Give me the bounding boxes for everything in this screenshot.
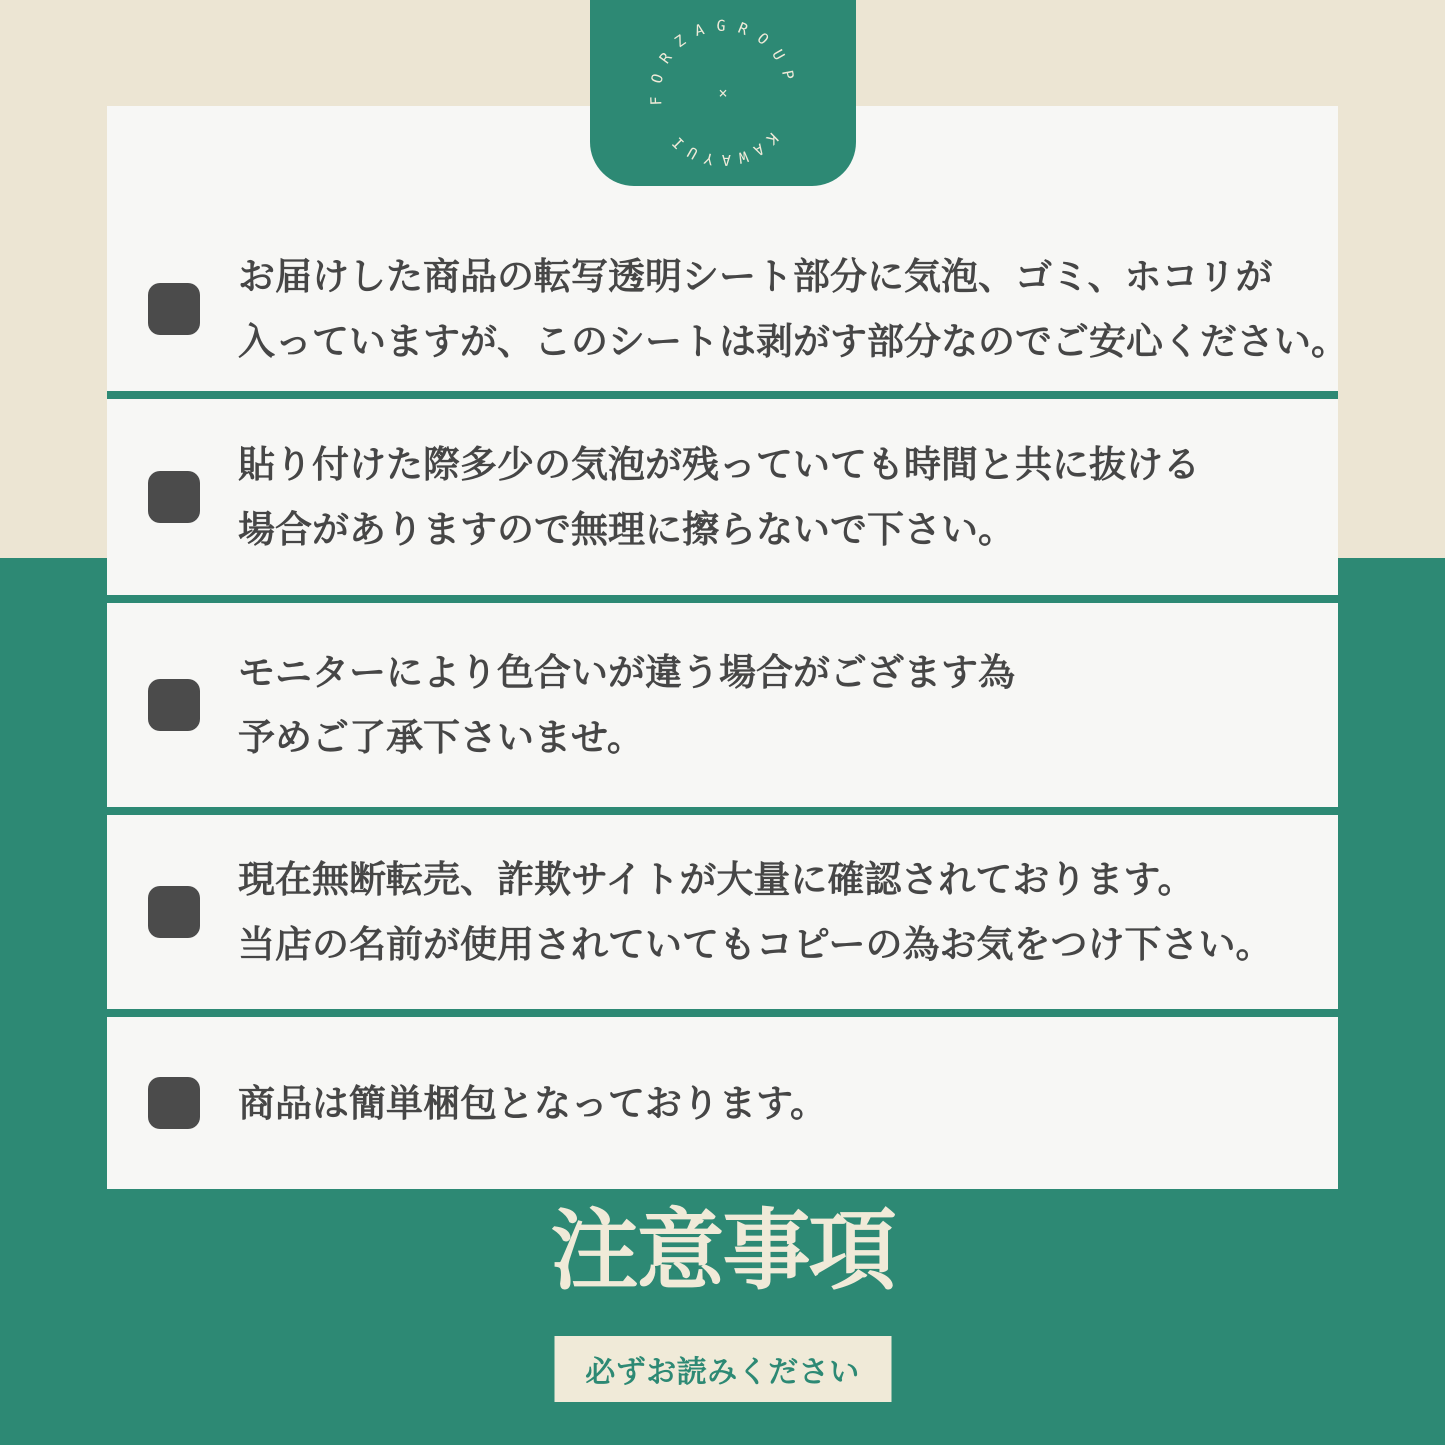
notice-row-5 xyxy=(107,1017,1338,1189)
teal-divider xyxy=(107,391,1338,399)
notice-text-5 xyxy=(238,1071,827,1136)
notice-line: 予めご了承下さいませ。 xyxy=(238,717,644,758)
brand-circle-logo xyxy=(590,0,856,186)
notice-line: 貼り付けた際多少の気泡が残っていても時間と共に抜ける xyxy=(238,444,1200,485)
teal-divider xyxy=(107,807,1338,815)
svg-text:KAWAYUI xyxy=(663,129,781,170)
checkbox-icon xyxy=(148,886,200,938)
notice-line: 当店の名前が使用されていてもコピーの為お気をつけ下さい。 xyxy=(238,924,1273,965)
read-notice-label: 必ずお読みください xyxy=(585,1356,860,1389)
brand-badge xyxy=(590,0,856,186)
notice-line: お届けした商品の転写透明シート部分に気泡、ゴミ、ホコリが xyxy=(238,255,1273,297)
notice-text-3 xyxy=(238,640,1015,770)
checkbox-icon xyxy=(148,679,200,731)
notice-line: 商品は簡単梱包となっております。 xyxy=(238,1082,828,1124)
notice-row-2 xyxy=(107,399,1338,595)
brand-name-bottom: KAWAYUI xyxy=(663,128,782,170)
brand-name-top: FORZAGROUP xyxy=(646,16,800,106)
notice-text-2 xyxy=(238,432,1200,562)
caution-title: 注意事項 xyxy=(550,1201,895,1300)
notice-text-1 xyxy=(238,244,1348,374)
teal-divider xyxy=(107,595,1338,603)
x-mark-icon: × xyxy=(717,84,728,102)
checkbox-icon xyxy=(148,471,200,523)
notice-line: 場合がありますので無理に擦らないで下さい。 xyxy=(238,509,1015,550)
notice-text-4 xyxy=(238,847,1273,977)
read-notice-box xyxy=(554,1336,891,1402)
notice-line: 入っていますが、このシートは剥がす部分なのでご安心ください。 xyxy=(238,320,1348,362)
notice-card xyxy=(107,106,1348,1189)
notice-row-4 xyxy=(107,815,1338,1009)
checkbox-icon xyxy=(148,1077,200,1129)
notice-line: 現在無断転売、詐欺サイトが大量に確認されております。 xyxy=(238,859,1195,900)
teal-divider xyxy=(107,1009,1338,1017)
notice-row-3 xyxy=(107,603,1338,807)
notice-line: モニターにより色合いが違う場合がござます為 xyxy=(238,652,1015,693)
checkbox-icon xyxy=(148,283,200,335)
